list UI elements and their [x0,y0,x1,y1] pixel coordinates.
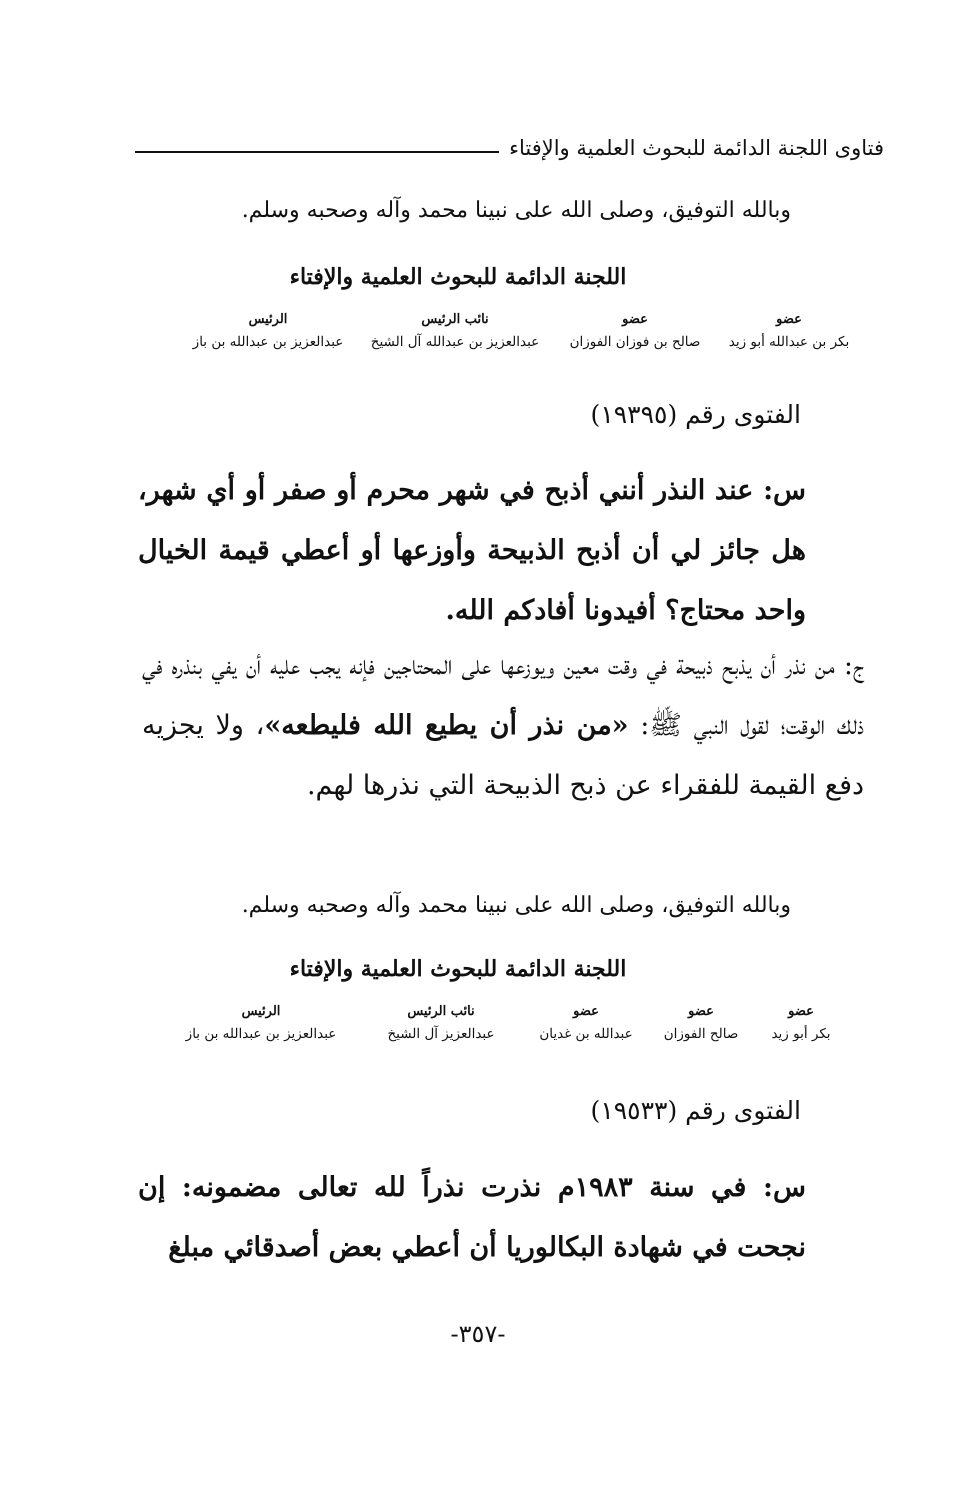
signatory-name: بكر أبو زيد [771,1026,831,1042]
signatory [182,312,354,350]
signatory [556,312,714,350]
hadith-quote: «من نذر أن يطيع الله فليطعه» [264,710,629,741]
signatory-role: عضو [622,312,648,327]
signatory-name: عبدالعزيز آل الشيخ [387,1026,495,1042]
answer-text-after: ، ولا يجزيه دفع القيمة للفقراء عن ذبح الذبيحة التي نذرها لهم. [142,710,864,801]
signatory-name: عبدالله بن غديان [539,1026,633,1042]
signatory-role: عضو [776,312,802,327]
signatories-2 [166,1004,846,1042]
signatory-role: عضو [688,1004,714,1019]
signatory-name: عبدالعزيز بن عبدالله بن باز [192,334,344,350]
signatory-role: نائب الرئيس [407,1004,475,1019]
signatory-name: عبدالعزيز بن عبدالله آل الشيخ [370,334,540,350]
closing-formula-2: وبالله التوفيق، وصلى الله على نبينا محمد وآله وصحبه وسلم. [241,893,791,918]
running-header [135,128,884,168]
committee-name-2: اللجنة الدائمة للبحوث العلمية والإفتاء [289,956,627,982]
signatory-name: صالح الفوزان [663,1026,739,1042]
committee-name-1: اللجنة الدائمة للبحوث العلمية والإفتاء [289,264,627,290]
running-title: فتاوى اللجنة الدائمة للبحوث العلمية والإفتاء [509,136,884,160]
signatory [756,1004,846,1042]
signatory [354,312,556,350]
signatory [646,1004,756,1042]
page-number: -٣٥٧- [450,1320,506,1348]
header-rule [135,151,499,153]
signatory [356,1004,526,1042]
question-1: س: عند النذر أنني أذبح في شهر محرم أو صفر أو أي شهر، هل جائز لي أن أذبح الذبيحة وأوزعها أو أعطي قيمة الخيال واحد محتاج؟ أفيدونا أفادكم الله. [138,475,806,626]
signatories-1 [182,312,864,350]
closing-formula-1: وبالله التوفيق، وصلى الله على نبينا محمد وآله وصحبه وسلم. [241,198,791,223]
signatory-role: عضو [788,1004,814,1019]
signatory-name: صالح بن فوزان الفوزان [569,334,701,350]
fatwa-number-2: الفتوى رقم (١٩٥٣٣) [590,1096,801,1125]
signatory [714,312,864,350]
signatory-role: الرئيس [248,312,288,327]
signatory-name: عبدالعزيز بن عبدالله بن باز [185,1026,337,1042]
answer-1 [142,636,864,816]
signatory-role: الرئيس [241,1004,281,1019]
signatory-name: بكر بن عبدالله أبو زيد [728,334,850,350]
fatwa-number-1: الفتوى رقم (١٩٣٩٥) [590,400,801,429]
answer-text-before: ج: من نذر أن يذبح ذبيحة في وقت معين ويوزعها على المحتاجين فإنه يجب عليه أن يفي بنذره في ذلك الوقت؛ لقول النبي ﷺ: [142,650,864,741]
signatory [526,1004,646,1042]
signatory [166,1004,356,1042]
signatory-role: عضو [573,1004,599,1019]
question-2: س: في سنة ١٩٨٣م نذرت نذراً لله تعالى مضمونه: إن نجحت في شهادة البكالوريا أن أعطي بعض أصدقائي مبلغ [138,1172,806,1263]
signatory-role: نائب الرئيس [421,312,489,327]
